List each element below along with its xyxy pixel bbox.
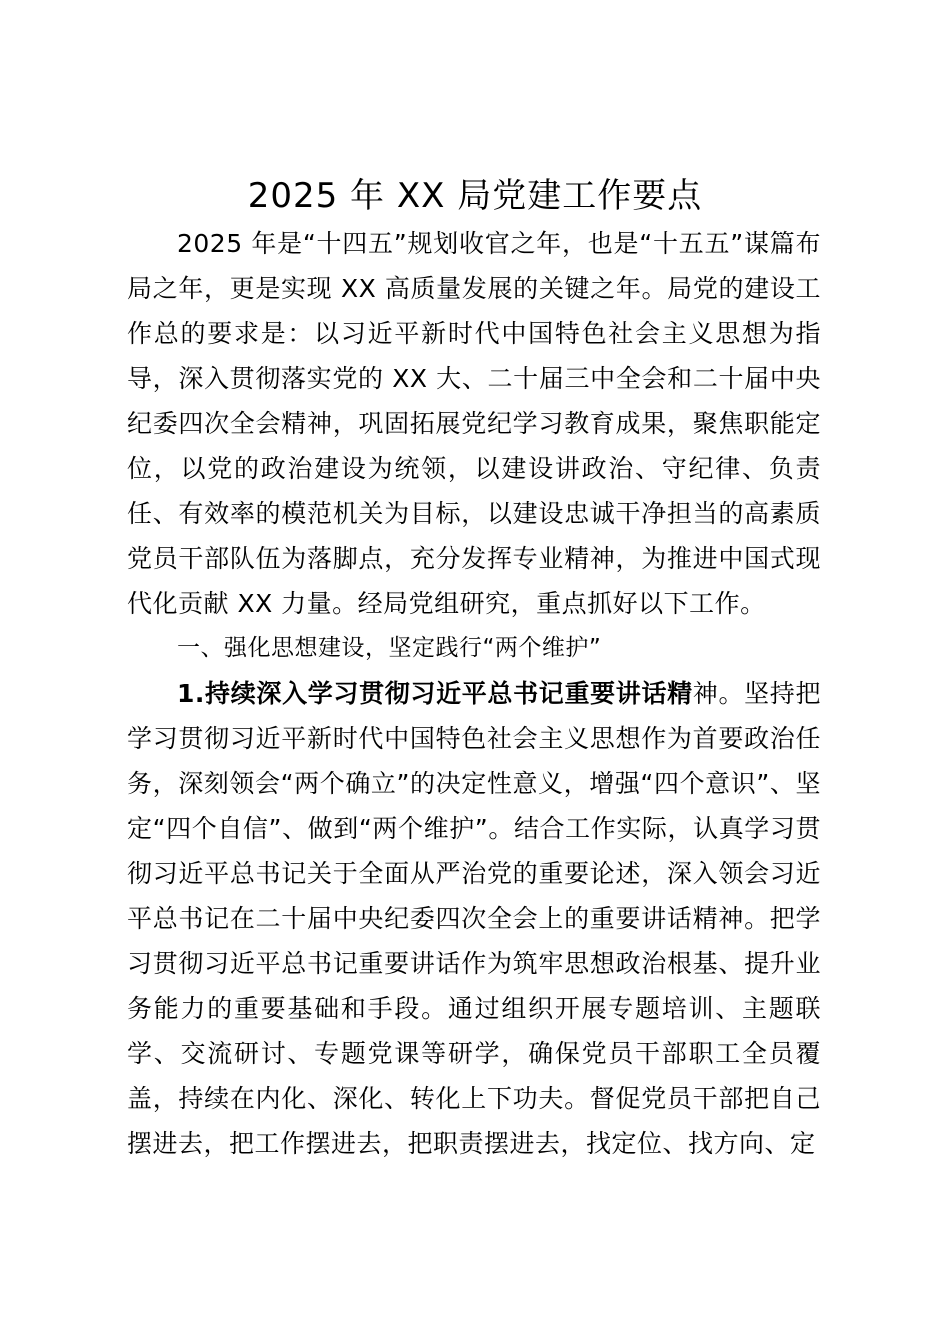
section-heading-1: 一、强化思想建设，坚定践行“两个维护”: [177, 635, 602, 661]
item-1-lead: 1.持续深入学习贯彻习近平总书记重要讲话精: [177, 679, 693, 708]
document-body: [127, 221, 821, 1166]
intro-paragraph: 2025 年是“十四五”规划收官之年，也是“十五五”谋篇布局之年，更是实现 XX 高质量发展的关键之年。局党的建设工作总的要求是：以习近平新时代中国特色社会主义思想为指导，深入贯彻落实党的 XX 大、二十届三中全会和二十届中央纪委四次全会精神，巩固拓展党纪学习教育成果，聚焦职能定位，以党的政治建设为统领，以建设讲政治、守纪律、负责任、有效率的模范机关为目标，以建设忠诚干净担当的高素质党员干部队伍为落脚点，充分发挥专业精神，为推进中国式现代化贡献 XX 力量。经局党组研究，重点抓好以下工作。: [127, 229, 821, 618]
item-1-body: 神。坚持把学习贯彻习近平新时代中国特色社会主义思想作为首要政治任务，深刻领会“两个确立”的决定性意义，增强“四个意识”、坚定“四个自信”、做到“两个维护”。结合工作实际，认真学习贯彻习近平总书记关于全面从严治党的重要论述，深入领会习近平总书记在二十届中央纪委四次全会上的重要讲话精神。把学习贯彻习近平总书记重要讲话作为筑牢思想政治根基、提升业务能力的重要基础和手段。通过组织开展专题培训、主题联学、交流研讨、专题党课等研学，确保党员干部职工全员覆盖，持续在内化、深化、转化上下功夫。督促党员干部把自己摆进去，把工作摆进去，把职责摆进去，找定位、找方向、定: [127, 679, 821, 1158]
item-1-paragraph: [127, 671, 821, 1166]
document-title: 2025 年 XX 局党建工作要点: [247, 176, 703, 216]
